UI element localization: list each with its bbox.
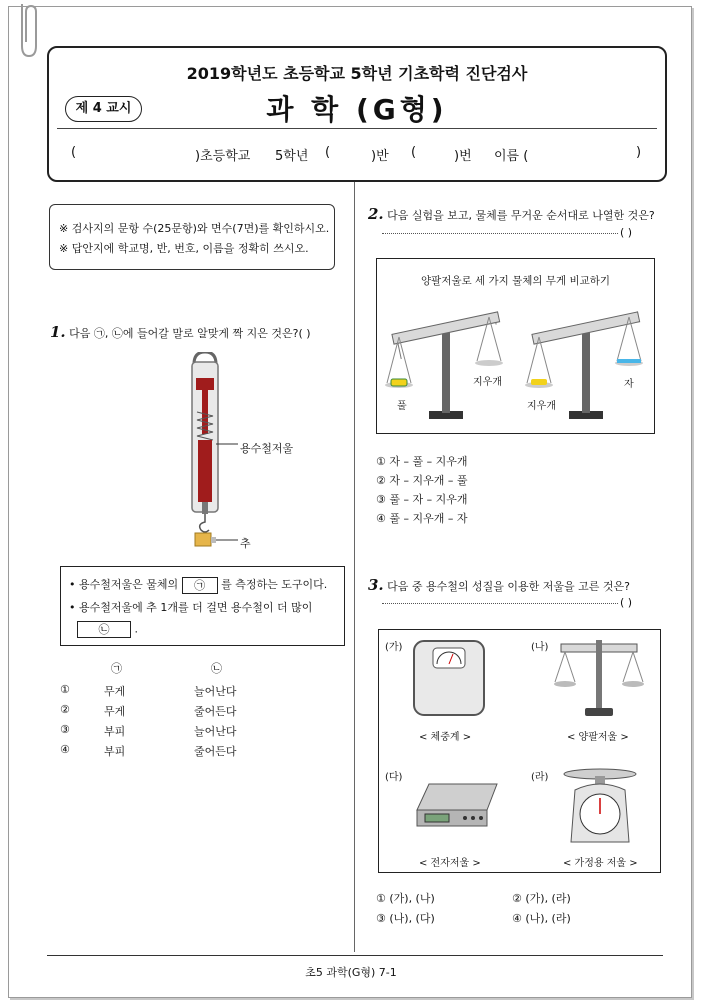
q1-col-1-header: ㉠ [111, 662, 122, 675]
notice-line-1: ※ 검사지의 문항 수(25문항)와 면수(7면)를 확인하시오. [59, 222, 330, 235]
box-line-1 [69, 576, 327, 594]
balance-scales-icon [377, 299, 654, 429]
school-open: ( [71, 145, 77, 160]
grade-label: 5학년 [275, 149, 309, 164]
q2-option-4[interactable]: ④ 풀 – 지우개 – 자 [376, 512, 468, 525]
blank-2: ㉡ [77, 621, 131, 638]
q1-option-1-a: 무게 [104, 685, 126, 698]
label-ra: (라) [531, 772, 549, 783]
notice-line-2: ※ 답안지에 학교명, 반, 번호, 이름을 정확히 쓰시오. [59, 242, 309, 255]
subject-title: 과 학 (G형) [266, 93, 448, 126]
q1-option-3-b: 늘어난다 [194, 725, 237, 738]
label-glue: 풀 [397, 401, 407, 412]
question-3 [368, 576, 630, 594]
question-1-number: 1. [50, 323, 66, 341]
caption-bathroom-scale: < 체중계 > [419, 732, 472, 743]
question-1 [50, 323, 311, 341]
name-close: ) [636, 145, 642, 160]
question-1-box [60, 566, 345, 646]
box-line-2: • 용수철저울에 추 1개를 더 걸면 용수철이 더 많이 [69, 601, 313, 614]
scales-figure [378, 629, 661, 873]
label-ga: (가) [385, 642, 403, 653]
question-3-number: 3. [368, 576, 384, 594]
box-line-3-post: . [134, 622, 138, 636]
box-line-1-post: 를 측정하는 도구이다. [221, 578, 328, 591]
q2-option-1[interactable]: ① 자 – 풀 – 지우개 [376, 455, 468, 468]
q1-option-4-a: 부피 [104, 745, 126, 758]
answer-paren-3: ( ) [620, 596, 633, 609]
question-2-text: 다음 실험을 보고, 물체를 무거운 순서대로 나열한 것은? [387, 209, 655, 222]
q1-col-2-header: ㉡ [211, 662, 222, 675]
electronic-scale-icon [409, 780, 501, 836]
label-eraser-2: 지우개 [527, 401, 556, 412]
name-label: 이름 ( [494, 149, 529, 164]
label-na: (나) [531, 642, 549, 653]
label-eraser-1: 지우개 [473, 377, 502, 388]
caption-electronic-scale: < 전자저울 > [419, 858, 481, 869]
q2-option-2[interactable]: ② 자 – 지우개 – 풀 [376, 474, 468, 487]
exam-header [47, 46, 667, 182]
num-open: ( [411, 145, 417, 160]
q1-option-4-n[interactable]: ④ [60, 743, 70, 756]
q1-option-3-a: 부피 [104, 725, 126, 738]
box-line-1-pre: • 용수철저울은 물체의 [69, 578, 179, 591]
school-label: )초등학교 [195, 149, 251, 164]
q1-option-1-n[interactable]: ① [60, 683, 70, 696]
label-ruler: 자 [624, 379, 634, 390]
q1-option-1-b: 늘어난다 [194, 685, 237, 698]
caption-pan-balance: < 양팔저울 > [567, 732, 629, 743]
header-divider [57, 128, 657, 129]
page-footer: 초5 과학(G형) 7-1 [305, 966, 397, 979]
answer-dotline-2 [382, 233, 618, 234]
footer-divider [47, 955, 663, 956]
blank-1: ㉠ [182, 577, 218, 594]
question-2-number: 2. [368, 205, 384, 223]
q1-option-2-a: 무게 [104, 705, 126, 718]
q1-option-2-n[interactable]: ② [60, 703, 70, 716]
q3-option-2[interactable]: ② (가), (라) [512, 892, 571, 905]
box-line-3 [77, 621, 138, 638]
q3-option-3[interactable]: ③ (나), (다) [376, 912, 435, 925]
kitchen-scale-icon [561, 768, 639, 844]
answer-dotline-3 [382, 603, 618, 604]
column-divider [354, 182, 355, 952]
num-label: )번 [454, 149, 472, 164]
class-label: )반 [371, 149, 389, 164]
notice-box [49, 204, 335, 270]
period-badge: 제 4 교시 [65, 96, 142, 122]
q2-option-3[interactable]: ③ 풀 – 자 – 지우개 [376, 493, 468, 506]
exam-title: 2019학년도 초등학교 5학년 기초학력 진단검사 [186, 64, 528, 83]
pan-balance-icon [551, 636, 647, 720]
label-da: (다) [385, 772, 403, 783]
question-3-text: 다음 중 용수철의 성질을 이용한 저울을 고른 것은? [387, 580, 631, 593]
question-1-text: 다음 ㉠, ㉡에 들어갈 말로 알맞게 짝 지은 것은?( ) [69, 327, 311, 340]
bathroom-scale-icon [411, 638, 487, 718]
q1-option-2-b: 줄어든다 [194, 705, 237, 718]
caption-kitchen-scale: < 가정용 저울 > [563, 858, 638, 869]
q1-option-4-b: 줄어든다 [194, 745, 237, 758]
paper-clip-icon [14, 0, 44, 60]
question-2 [368, 205, 655, 223]
q3-option-4[interactable]: ④ (나), (라) [512, 912, 571, 925]
q3-option-1[interactable]: ① (가), (나) [376, 892, 435, 905]
q1-option-3-n[interactable]: ③ [60, 723, 70, 736]
class-open: ( [325, 145, 331, 160]
balance-experiment-figure [376, 258, 655, 434]
weight-label: 추 [240, 537, 251, 550]
answer-paren-2: ( ) [620, 226, 633, 239]
spring-scale-label: 용수철저울 [240, 442, 294, 455]
figure-title: 양팔저울로 세 가지 물체의 무게 비교하기 [420, 275, 611, 287]
